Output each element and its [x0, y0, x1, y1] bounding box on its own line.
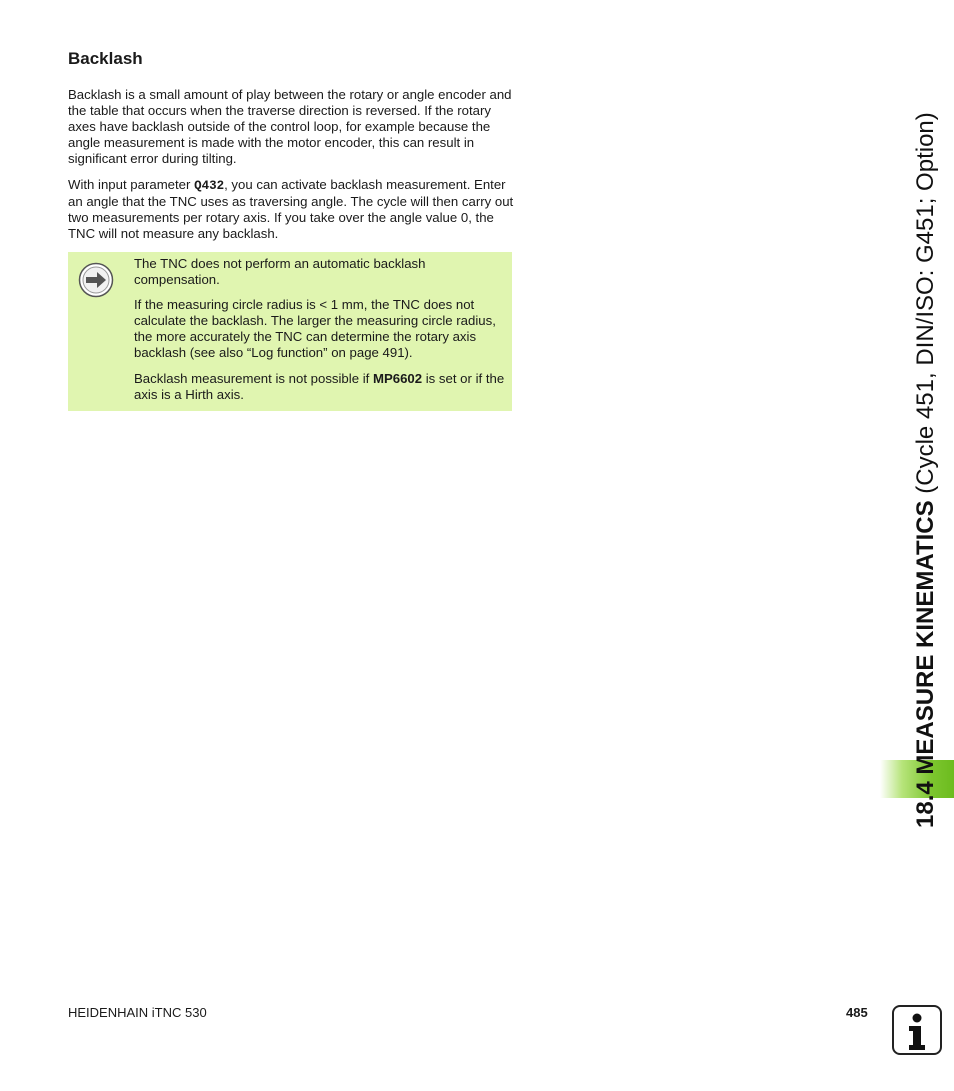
note-text-pre: Backlash measurement is not possible if	[134, 371, 373, 386]
chapter-title	[912, 48, 940, 828]
note-paragraph-2: If the measuring circle radius is < 1 mm, the TNC does not calculate the backlash. The larger the measuring circle radius, the more accurately the TNC can determine the rotary axis backlash (see also “Log function” on page 491).	[134, 297, 496, 360]
chapter-title-main: 18.4 MEASURE KINEMATICS	[912, 500, 939, 828]
note-text-post: is set or if the axis is a Hirth axis.	[134, 371, 505, 402]
note-paragraph-1: The TNC does not perform an automatic backlash compensation.	[134, 256, 426, 287]
page-number: 485	[846, 1005, 868, 1020]
para-text-post: , you can activate backlash measurement. Enter an angle that the TNC uses as traversing angle. The cycle will then carry out two measurements per rotary axis. If you take over the angle value 0, the TNC will not measure any backlash.	[68, 177, 514, 241]
parameter-paragraph	[68, 177, 514, 242]
section-heading: Backlash	[68, 49, 143, 68]
mp6602-parameter: MP6602	[372, 371, 423, 386]
backlash-paragraph: Backlash is a small amount of play between the rotary or angle encoder and the table that occurs when the traverse direction is reversed. If the rotary axes have backlash outside of the control loop, for example because the angle measurement is made with the motor encoder, this can result in significant error during tilting.	[68, 87, 512, 166]
q432-parameter: Q432	[194, 179, 225, 193]
footer-product: HEIDENHAIN iTNC 530	[68, 1005, 207, 1020]
note-paragraph-3	[134, 371, 506, 403]
info-icon	[892, 1005, 942, 1055]
note-box	[68, 252, 512, 411]
chapter-title-sub: (Cycle 451, DIN/ISO: G451; Option)	[912, 112, 939, 501]
arrow-right-icon	[78, 262, 114, 298]
para-text-pre: With input parameter	[68, 177, 195, 192]
